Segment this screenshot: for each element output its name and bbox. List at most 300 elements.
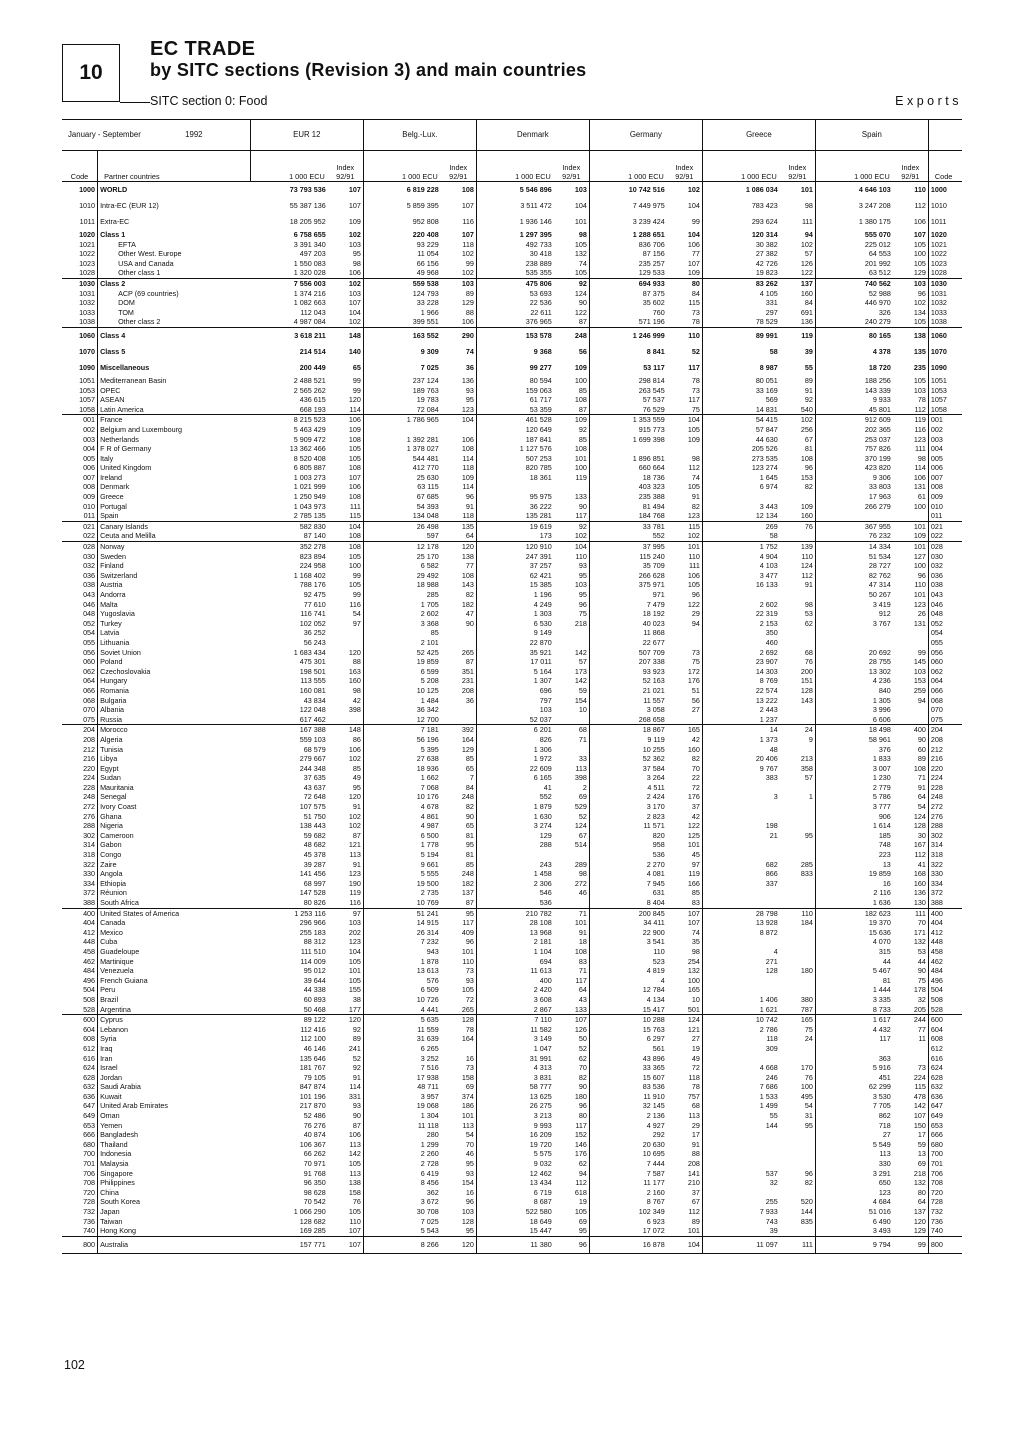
cell-index: 67 <box>780 435 816 445</box>
cell-value: 2 136 <box>646 1111 665 1121</box>
page-number: 102 <box>64 1358 85 1372</box>
cell-index: 109 <box>667 435 703 445</box>
period-header <box>62 120 250 151</box>
cell-index: 113 <box>328 1169 364 1179</box>
table-row <box>62 976 962 986</box>
cell-value: 561 <box>652 1043 665 1053</box>
row-partner: Canary Islands <box>100 521 149 531</box>
country-header: EUR 12 <box>250 120 363 151</box>
cell-value: 2 443 <box>759 705 778 715</box>
cell-index: 137 <box>893 1207 929 1217</box>
cell-index: 92 <box>554 521 590 531</box>
cell-value: 8 987 <box>759 363 778 373</box>
cell-value: 31 639 <box>416 1034 439 1044</box>
row-code: 1022 <box>928 249 962 259</box>
cell-index: 72 <box>667 1063 703 1073</box>
cell-index: 691 <box>780 308 816 318</box>
cell-index: 120 <box>328 792 364 802</box>
cell-index: 133 <box>554 492 590 502</box>
cell-index: 168 <box>893 869 929 879</box>
cell-value: 3 541 <box>646 937 665 947</box>
cell-index: 101 <box>554 214 590 230</box>
cell-index: 36 <box>441 696 477 706</box>
row-code: 005 <box>62 454 98 464</box>
row-code: 068 <box>928 696 962 706</box>
table-row <box>62 327 962 344</box>
cell-value: 5 467 <box>872 966 891 976</box>
row-partner: Malaysia <box>100 1159 129 1169</box>
cell-index <box>780 745 816 755</box>
cell-index: 46 <box>441 1149 477 1159</box>
row-code: 009 <box>928 492 962 502</box>
cell-value: 1 645 <box>759 472 778 482</box>
cell-value: 225 012 <box>864 239 891 249</box>
cell-value: 1 878 <box>420 956 439 966</box>
cell-value: 12 462 <box>529 1168 552 1178</box>
table-row <box>62 425 962 435</box>
cell-index: 103 <box>893 386 929 396</box>
cell-value: 1 230 <box>872 773 891 783</box>
cell-index: 265 <box>441 648 477 658</box>
cell-value: 475 301 <box>299 657 326 667</box>
table-row <box>62 908 962 918</box>
cell-index: 87 <box>328 1121 364 1131</box>
row-code: 1028 <box>928 268 962 278</box>
cell-value <box>702 1130 779 1140</box>
row-code: 1011 <box>928 214 962 230</box>
cell-index: 96 <box>554 1101 590 1111</box>
cell-index: 125 <box>667 831 703 841</box>
cell-index: 160 <box>667 745 703 755</box>
row-partner: United Kingdom <box>100 463 152 473</box>
cell-value: 50 267 <box>868 590 891 599</box>
row-partner: Denmark <box>100 482 130 492</box>
row-code: 600 <box>928 1015 962 1025</box>
cell-index: 53 <box>780 609 816 619</box>
row-code: 632 <box>928 1082 962 1092</box>
cell-value: 823 894 <box>299 551 326 561</box>
table-row <box>62 1217 962 1227</box>
cell-value: 66 156 <box>416 258 439 268</box>
col-index <box>328 151 364 182</box>
cell-value: 80 826 <box>250 898 327 908</box>
cell-value: 1 043 973 <box>293 501 326 511</box>
row-partner: Egypt <box>100 763 119 773</box>
table-row <box>62 590 962 600</box>
cell-index: 132 <box>893 937 929 947</box>
cell-value: 113 <box>879 1149 891 1159</box>
cell-index: 129 <box>893 268 929 278</box>
cell-value: 1 499 <box>759 1101 778 1111</box>
cell-value: 110 <box>653 946 665 956</box>
row-code: 038 <box>62 580 98 590</box>
cell-index: 118 <box>441 463 477 473</box>
row-code: 1000 <box>62 182 98 199</box>
cell-index <box>780 590 816 600</box>
cell-index: 478 <box>893 1092 929 1102</box>
cell-value: 14 831 <box>702 405 779 415</box>
cell-value: 1 320 028 <box>250 268 327 278</box>
cell-index: 11 <box>893 1034 929 1044</box>
cell-index: 89 <box>780 376 816 386</box>
cell-index: 103 <box>554 182 590 199</box>
row-code: 272 <box>62 802 98 812</box>
cell-index: 105 <box>554 240 590 250</box>
row-partner: Turkey <box>100 618 122 628</box>
row-code: 1038 <box>928 317 962 327</box>
cell-index: 180 <box>554 1092 590 1102</box>
col-index <box>667 151 703 182</box>
row-partner: Jordan <box>100 1072 123 1082</box>
cell-index: 113 <box>441 1121 477 1131</box>
cell-value: 4 070 <box>872 937 891 947</box>
row-partner: Portugal <box>100 501 127 511</box>
cell-value <box>702 898 779 908</box>
table-row <box>62 840 962 850</box>
cell-value: 36 222 <box>529 501 552 511</box>
row-code: 070 <box>62 705 98 715</box>
row-code: 288 <box>928 821 962 831</box>
cell-value: 363 <box>878 1053 891 1063</box>
row-code: 624 <box>62 1063 98 1073</box>
row-partner: Italy <box>100 453 114 463</box>
cell-index: 96 <box>780 1169 816 1179</box>
row-code: 272 <box>928 802 962 812</box>
cell-value: 748 <box>878 840 891 850</box>
cell-value: 1 458 <box>533 869 552 879</box>
cell-index: 120 <box>893 1217 929 1227</box>
cell-value: 11 582 <box>530 1024 552 1034</box>
cell-index: 121 <box>667 1025 703 1035</box>
cell-index: 90 <box>441 812 477 822</box>
row-code: 1057 <box>62 395 98 405</box>
cell-value: 66 262 <box>303 1149 326 1159</box>
cell-value: 18 205 952 <box>289 217 326 227</box>
row-code: 064 <box>62 676 98 686</box>
cell-index: 107 <box>328 198 364 214</box>
table-row <box>62 308 962 318</box>
cell-value: 6 490 <box>872 1216 891 1226</box>
cell-index: 101 <box>554 454 590 464</box>
row-partner: Ivory Coast <box>100 802 137 812</box>
cell-index <box>780 802 816 812</box>
table-row <box>62 571 962 581</box>
table-row <box>62 821 962 831</box>
cell-value: 30 382 <box>755 239 778 249</box>
cell-index: 123 <box>441 405 477 415</box>
cell-value: 51 750 <box>303 811 326 821</box>
table-row <box>62 344 962 360</box>
cell-value: 31 991 <box>529 1053 552 1063</box>
row-code: 412 <box>928 928 962 938</box>
cell-value: 19 783 <box>416 395 439 405</box>
cell-value: 400 <box>539 975 552 985</box>
cell-value: 77 610 <box>303 599 326 609</box>
cell-index: 106 <box>328 1130 364 1140</box>
cell-index: 114 <box>893 463 929 473</box>
cell-value: 1 196 <box>533 590 552 599</box>
table-row <box>62 957 962 967</box>
cell-index <box>780 985 816 995</box>
country-header: Belg.-Lux. <box>363 120 476 151</box>
cell-index: 99 <box>328 376 364 386</box>
cell-value: 255 183 <box>299 927 326 937</box>
row-code: 412 <box>62 928 98 938</box>
cell-value: 2 424 <box>646 792 665 802</box>
cell-value: 96 350 <box>303 1178 326 1188</box>
cell-value <box>702 1188 779 1198</box>
row-partner: Gabon <box>100 840 122 850</box>
cell-value: 18 988 <box>416 580 439 590</box>
cell-index: 123 <box>328 869 364 879</box>
cell-value: 27 <box>882 1130 891 1140</box>
cell-value: 4 249 <box>533 599 552 609</box>
table-row <box>62 492 962 502</box>
cell-index: 102 <box>328 812 364 822</box>
cell-value: 22 677 <box>642 637 665 647</box>
row-code: 700 <box>928 1149 962 1159</box>
cell-index: 78 <box>667 317 703 327</box>
cell-index: 102 <box>780 240 816 250</box>
row-code: 216 <box>928 754 962 764</box>
cell-index: 102 <box>328 230 364 240</box>
cell-index: 90 <box>441 619 477 629</box>
cell-index: 89 <box>893 754 929 764</box>
row-code: 208 <box>62 735 98 745</box>
cell-value: 1 299 <box>420 1139 439 1149</box>
cell-index: 104 <box>328 308 364 318</box>
cell-value: 70 542 <box>303 1197 326 1207</box>
cell-index: 105 <box>893 376 929 386</box>
cell-index: 45 <box>667 850 703 860</box>
cell-index: 52 <box>554 1044 590 1054</box>
cell-value: 297 <box>765 307 778 317</box>
row-partner: United States of America <box>100 908 180 918</box>
cell-value: 4 378 <box>872 347 891 357</box>
table-row <box>62 1140 962 1150</box>
cell-value: 53 359 <box>476 405 553 415</box>
cell-value: 243 <box>539 859 552 869</box>
table-row <box>62 888 962 898</box>
cell-index: 117 <box>554 976 590 986</box>
cell-index <box>780 888 816 898</box>
row-code: 1011 <box>62 214 98 230</box>
cell-index <box>780 850 816 860</box>
cell-value: 3 335 <box>872 994 891 1004</box>
cell-index: 104 <box>554 542 590 552</box>
cell-index: 138 <box>328 1178 364 1188</box>
cell-value: 1 972 <box>533 754 552 764</box>
cell-index: 208 <box>667 1159 703 1169</box>
cell-index: 38 <box>328 995 364 1005</box>
cell-index: 172 <box>667 667 703 677</box>
row-partner: Intra-EC (EUR 12) <box>100 201 159 211</box>
cell-value: 1 306 <box>533 744 552 754</box>
cell-index: 105 <box>893 240 929 250</box>
cell-index: 150 <box>893 1121 929 1131</box>
cell-index: 200 <box>780 667 816 677</box>
cell-index: 96 <box>441 1197 477 1207</box>
cell-value: 153 578 <box>525 331 552 341</box>
header-spacer <box>928 120 962 151</box>
cell-index: 59 <box>554 686 590 696</box>
table-row <box>62 657 962 667</box>
cell-index: 121 <box>328 840 364 850</box>
cell-value: 3 291 <box>872 1168 891 1178</box>
table-row <box>62 705 962 715</box>
cell-index: 35 <box>667 937 703 947</box>
cell-index: 106 <box>441 435 477 445</box>
cell-value: 5 395 <box>420 744 439 754</box>
cell-index: 160 <box>893 879 929 889</box>
cell-value: 55 387 136 <box>289 201 326 211</box>
cell-value <box>702 812 779 822</box>
row-code: 006 <box>62 463 98 473</box>
cell-value: 113 555 <box>300 676 326 686</box>
cell-value <box>476 850 553 860</box>
cell-index: 141 <box>667 1169 703 1179</box>
cell-index: 210 <box>667 1178 703 1188</box>
row-partner: Congo <box>100 850 122 860</box>
cell-index: 18 <box>554 937 590 947</box>
cell-index: 105 <box>667 580 703 590</box>
cell-index: 213 <box>780 754 816 764</box>
cell-index: 132 <box>893 1178 929 1188</box>
cell-index: 69 <box>554 1217 590 1227</box>
row-code: 1051 <box>62 376 98 386</box>
cell-value: 22 900 <box>642 927 665 937</box>
table-row <box>62 667 962 677</box>
cell-index: 107 <box>328 1236 364 1253</box>
cell-value: 5 916 <box>872 1063 891 1073</box>
col-index-label: Index <box>901 163 920 172</box>
cell-index: 90 <box>554 502 590 512</box>
cell-index: 108 <box>441 182 477 199</box>
row-code: 616 <box>928 1054 962 1064</box>
cell-value: 78 529 <box>702 317 779 327</box>
cell-index: 85 <box>554 386 590 396</box>
cell-value: 436 615 <box>299 395 326 405</box>
cell-index: 155 <box>328 985 364 995</box>
row-partner: Iraq <box>100 1043 113 1053</box>
cell-index: 110 <box>780 552 816 562</box>
cell-index: 122 <box>780 268 816 278</box>
cell-index: 102 <box>328 821 364 831</box>
cell-value: 399 551 <box>363 317 440 327</box>
cell-index: 118 <box>667 1073 703 1083</box>
cell-value: 6 509 <box>420 985 439 995</box>
cell-index: 131 <box>893 619 929 629</box>
row-code: 054 <box>62 628 98 638</box>
cell-index: 98 <box>667 454 703 464</box>
cell-value: 28 755 <box>868 657 891 667</box>
cell-index: 108 <box>328 542 364 552</box>
row-code: 064 <box>928 676 962 686</box>
cell-index: 102 <box>667 182 703 199</box>
cell-index <box>667 444 703 454</box>
cell-index: 98 <box>667 947 703 957</box>
table-row <box>62 995 962 1005</box>
table-row <box>62 1034 962 1044</box>
cell-value: 10 742 <box>755 1015 778 1025</box>
row-code: 1057 <box>928 395 962 405</box>
cell-value: 362 <box>426 1187 439 1197</box>
cell-value <box>702 1149 779 1159</box>
cell-value: 87 140 <box>250 531 327 541</box>
cell-index: 108 <box>441 444 477 454</box>
row-partner: Cyprus <box>100 1015 123 1025</box>
cell-index: 100 <box>328 561 364 571</box>
row-partner: ASEAN <box>100 395 125 405</box>
cell-value: 220 408 <box>412 230 439 239</box>
cell-value: 63 115 <box>417 482 439 492</box>
row-code: 048 <box>62 609 98 619</box>
col-value: 1 000 ECU <box>476 151 553 182</box>
cell-value: 214 514 <box>299 347 326 357</box>
cell-value: 205 526 <box>751 444 778 454</box>
cell-index: 165 <box>780 1015 816 1025</box>
row-code: 1023 <box>62 259 98 269</box>
cell-index: 64 <box>554 985 590 995</box>
cell-index: 102 <box>328 278 364 288</box>
row-partner: ACP (69 countries) <box>118 288 179 298</box>
cell-index: 54 <box>328 609 364 619</box>
cell-index: 53 <box>893 947 929 957</box>
row-code: 1053 <box>928 386 962 396</box>
cell-index <box>441 425 477 435</box>
cell-value: 1 297 395 <box>519 230 552 239</box>
cell-value: 116 741 <box>300 609 326 619</box>
cell-value: 507 253 <box>525 453 552 463</box>
table-row <box>62 1207 962 1217</box>
cell-index: 119 <box>667 869 703 879</box>
cell-value: 35 921 <box>529 647 552 657</box>
cell-index: 54 <box>441 1130 477 1140</box>
cell-value: 18 736 <box>642 472 665 482</box>
row-code: 736 <box>62 1217 98 1227</box>
row-code: 220 <box>928 764 962 774</box>
cell-index: 117 <box>667 360 703 376</box>
cell-index: 109 <box>328 425 364 435</box>
cell-index: 91 <box>780 386 816 396</box>
row-code: 632 <box>62 1082 98 1092</box>
cell-index: 110 <box>667 327 703 344</box>
cell-index <box>554 745 590 755</box>
row-code: 021 <box>62 521 98 531</box>
table-row <box>62 735 962 745</box>
cell-value: 352 278 <box>299 542 326 552</box>
cell-value: 3 608 <box>533 994 552 1004</box>
cell-value <box>702 590 779 600</box>
col-value: 1 000 ECU <box>702 151 779 182</box>
cell-index: 285 <box>780 860 816 870</box>
cell-value: 185 <box>878 830 891 840</box>
cell-value: 6 530 <box>533 618 552 628</box>
cell-index: 248 <box>441 792 477 802</box>
cell-index: 103 <box>893 278 929 288</box>
cell-value: 1 047 <box>533 1043 552 1053</box>
cell-value: 820 785 <box>525 463 552 473</box>
row-code: 007 <box>928 473 962 483</box>
cell-index: 72 <box>667 783 703 793</box>
cell-value: 1 246 999 <box>632 331 665 341</box>
cell-index: 105 <box>328 1207 364 1217</box>
cell-value: 87 156 <box>642 249 665 259</box>
row-code: 649 <box>62 1111 98 1121</box>
cell-value: 207 338 <box>638 657 665 667</box>
cell-index: 42 <box>328 696 364 706</box>
cell-index: 134 <box>893 308 929 318</box>
